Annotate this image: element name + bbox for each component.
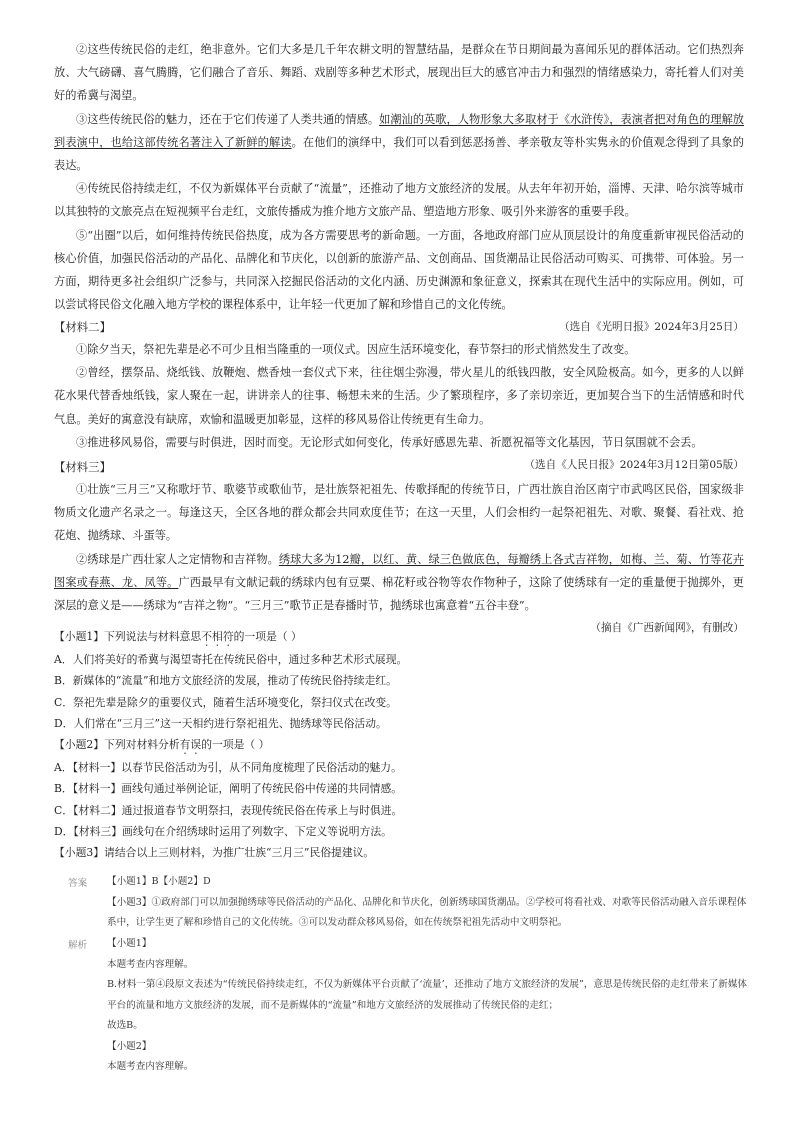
m2-paragraph-3: ③推进移风易俗，需要与时俱进，因时而变。无论形式如何变化，传承好感恩先辈、祈愿祝福等文化基因，节日氛围就不会丢。 [76, 435, 703, 449]
answer-line-2: 【小题3】①政府部门可以加强抛绣球等民俗活动的产品化、品牌化和节庆化，创新绣球国货潮品。②学校可将看社戏、对歌等民俗活动融入音乐课程体系中，让学生更了解和珍惜自己的文化传统。③可以发动群众移风易俗，如在传统祭祀祖先活动中文明祭祀。 [107, 896, 747, 928]
q1-stem-end: 的一项是（ ） [233, 630, 302, 643]
material-two-section [54, 316, 744, 476]
analysis-tag: 解析 [68, 940, 88, 951]
m1-paragraph-4: ④传统民俗持续走红，不仅为新媒体平台贡献了“流量”，还推动了地方文旅经济的发展。从去年年初开始，淄博、天津、哈尔滨等城市以其独特的文旅亮点在短视频平台走红，文旅传播成为推介地方文旅产品、塑造地方形象、吸引外来游客的重要手段。 [54, 182, 744, 219]
m1-paragraph-2: ②这些传统民俗的走红，绝非意外。它们大多是几千年农耕文明的智慧结晶，是群众在节日期间最为喜闻乐见的群体活动。它们热烈奔放、大气磅礴、喜气腾腾，它们融合了音乐、舞蹈、戏剧等多种艺术形式，展现出巨大的感官冲击力和强烈的情绪感染力，寄托着人们对美好的希冀与渴望。 [54, 43, 744, 103]
q2-option-c: C．【材料二】通过报道春节文明祭扫，表现传统民俗在传承上与时俱进。 [54, 803, 403, 817]
analysis-line-2: 本题考查内容理解。 [107, 958, 194, 970]
q2-option-b: B．【材料一】画线句通过举例论证，阐明了传统民俗中传递的共同情感。 [54, 782, 403, 796]
question-3-stem: 【小题3】请结合以上三则材料，为推广壮族“三月三”民俗提建议。 [54, 846, 375, 860]
q1-option-c: C．祭祀先辈是除夕的重要仪式，随着生活环境变化，祭扫仪式在改变。 [54, 695, 397, 709]
answer-line-1: 【小题1】B【小题2】D [107, 876, 211, 887]
m3-paragraph-1: ①壮族“三月三”又称歌圩节、歌婆节或歌仙节，是壮族祭祀祖先、传歌择配的传统节日，广西壮族自治区南宁市武鸣区民俗，国家级非物质文化遗产名录之一。每逢这天，全区各地的群众都会共同欢度佳节；在这一天里，人们会相约一起祭祀祖先、对歌、聚餐、看社戏、抢花炮、抛绣球、斗蛋等。 [54, 483, 744, 543]
m2-paragraph-1: ①除夕当天，祭祀先辈是必不可少且相当隆重的一项仪式。因应生活环境变化，春节祭扫的形式悄然发生了改变。 [76, 343, 636, 356]
analysis-line-3: B.材料一第④段原文表述为“传统民俗持续走红，不仅为新媒体平台贡献了‘流量’，还推动了地方文旅经济的发展”，意思是传统民俗的走红带来了新媒体平台的流量和地方文旅经济的发展，而不是新媒体的“流量”和地方文旅经济的发展推动了传统民俗的走红； [107, 979, 748, 1011]
analysis-line-6: 本题考查内容理解。 [107, 1061, 194, 1072]
q2-option-d: D．【材料三】画线句在介绍绣球时运用了列数字、下定义等说明方法。 [54, 825, 392, 839]
analysis-line-1: 【小题1】 [107, 938, 152, 949]
q2-stem-emphasis: 有误 [179, 738, 202, 752]
questions-section [54, 626, 744, 864]
m3-p2-start: ②绣球是广西壮家人之定情物和吉祥物。 [76, 552, 279, 566]
m2-source: （选自《人民日报》2024年3月12日第05版） [524, 459, 744, 472]
m3-paragraph-2 [54, 548, 744, 618]
q1-option-b: B．新媒体的“流量”和地方文旅经济的发展，推动了传统民俗持续走红。 [54, 674, 397, 688]
m3-source: （摘自《广西新闻网》，有删改） [590, 622, 744, 635]
m1-source: （选自《光明日报》2024年3月25日） [559, 321, 744, 334]
m1-p3-underlined-sentence: 如潮汕的英歌，人物形象大多取材于《水浒传》，表演者把对角色的理解放到表演中，也给这部传统名著注入了新鲜的解读 [54, 112, 744, 149]
m1-paragraph-5: ⑤“出圈”以后，如何维持传统民俗热度，成为各方需要思考的新命题。一方面，各地政府部门应从顶层设计的角度重新审视民俗活动的核心价值，加强民俗活动的产品化、品牌化和节庆化，以创新的旅游产品、文创商品、国货潮品让民俗活动可购买、可携带、可体验。另一方面，期待更多社会组织广泛参与，共同深入挖掘民俗活动的文化内涵、历史渊源和象征意义，探索其在现代生活中的实际应用。例如，可以尝试将民俗文化融入地方学校的课程体系中，让年轻一代更加了解和珍惜自己的文化传统。 [54, 228, 744, 312]
m3-p2-underlined-sentence: 绣球大多为12瓣，以红、黄、绿三色做底色，每瓣绣上各式吉祥物，如梅、兰、菊、竹等花卉图案或春燕、龙、凤等。 [54, 552, 744, 589]
m3-p2-end: 广西最早有文献记载的绣球内包有豆粟、棉花籽或谷物等农作物种子，这除了使绣球有一定的重量便于抛掷外，更深层的意义是——绣球为“吉祥之物”。“三月三”歌节正是春播时节，抛绣球也寓意着“五谷丰登”。 [54, 575, 744, 613]
material-one-section [54, 38, 744, 338]
q1-stem-emphasis: 不相符 [201, 630, 234, 643]
q2-stem-start: 【小题2】下列对材料分析 [54, 738, 180, 752]
q1-stem-start: 【小题1】下列说法与材料意思 [54, 630, 202, 643]
answer-body [107, 872, 747, 934]
q1-option-d: D．人们常在“三月三”这一天相约进行祭祀祖先、抛绣球等民俗活动。 [54, 716, 387, 730]
q1-option-a: A．人们将美好的希冀与渴望寄托在传统民俗中，通过多种艺术形式展现。 [54, 653, 408, 666]
analysis-line-5: 【小题2】 [107, 1040, 152, 1052]
m1-p3-end: 。在他们的演绎中，我们可以看到惩恶扬善、孝亲敬友等朴实隽永的价值观念得到了具象的表达。 [54, 135, 744, 173]
m2-paragraph-2: ②曾经，摆祭品、烧纸钱、放鞭炮、燃香烛一套仪式下来，往往烟尘弥漫，带火星儿的纸钱四散，安全风险极高。如今，更多的人以鲜花水果代替香烛纸钱，家人聚在一起，讲讲亲人的往事、畅想未来的生活。少了繁琐程序，多了亲切亲近，更加契合当下的生活情感和时代气息。美好的寓意没有缺席，欢愉和温暖更加彰显，这样的移风易俗让传统更有生命力。 [54, 366, 744, 426]
q2-stem-end: 的一项是（ ） [201, 738, 270, 752]
m2-label: 【材料二】 [54, 320, 111, 334]
analysis-body [107, 934, 747, 1078]
question-1-stem [54, 626, 744, 649]
m1-paragraph-3 [54, 108, 744, 178]
m3-label: 【材料三】 [54, 460, 111, 474]
question-2-stem [54, 734, 744, 757]
answer-tag: 答案 [68, 878, 88, 889]
material-three-section [54, 456, 744, 639]
q2-option-a: A．【材料一】以春节民俗活动为引，从不同角度梳理了民俗活动的魅力。 [54, 761, 402, 775]
m1-p3-start: ③这些传统民俗的魅力，还在于它们传递了人类共通的情感。 [76, 112, 380, 126]
analysis-line-4: 故选B。 [107, 1020, 143, 1031]
